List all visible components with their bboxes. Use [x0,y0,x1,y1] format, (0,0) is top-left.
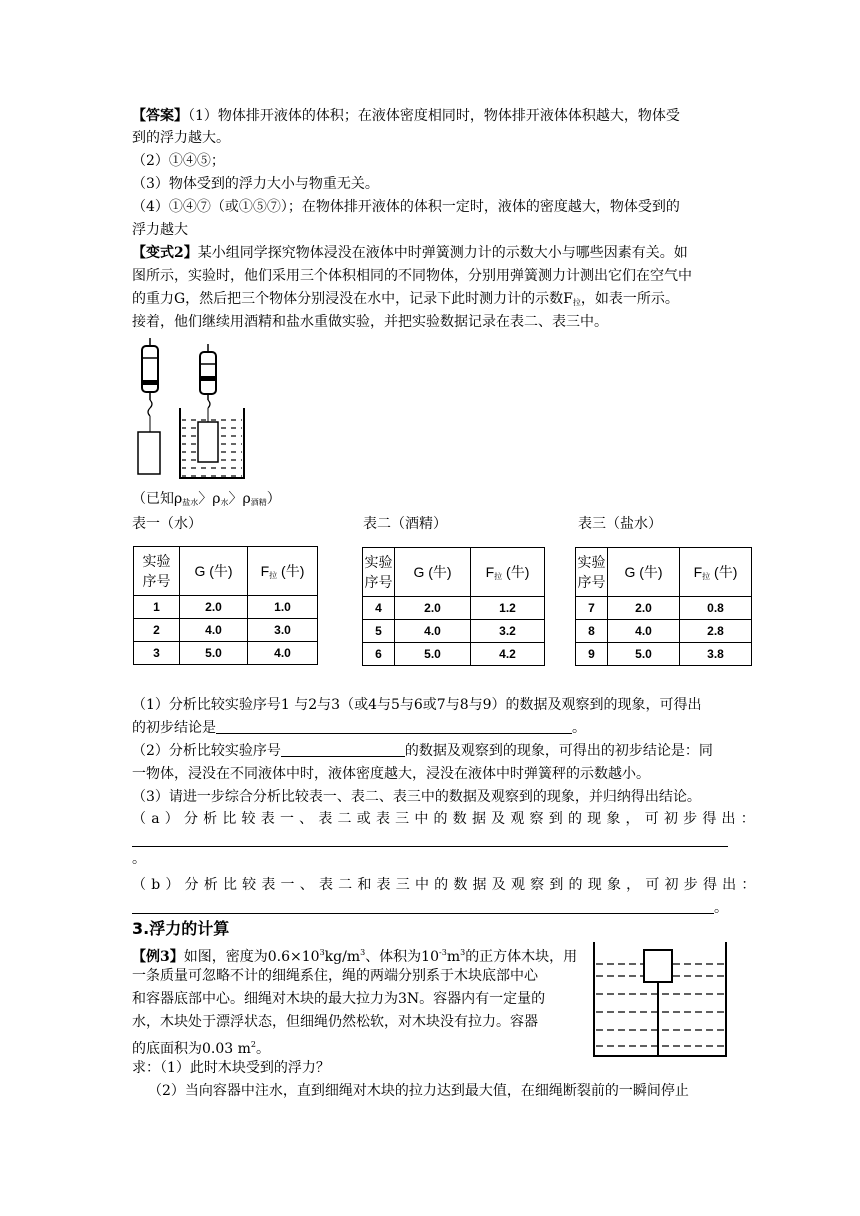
answer-line-6: 浮力越大 [132,222,188,238]
question-3a-end: 。 [132,851,146,867]
answer-line-5: （4）①④⑦（或①⑤⑦）；在物体排开液体的体积一定时，液体的密度越大，物体受到的 [132,199,680,215]
table-header-row [134,547,318,596]
table-1-caption: 表一（水） [132,516,202,532]
question-1-line-2: 的初步结论是 。 [132,720,586,736]
question-3a: （a）分析比较表一、表二或表三中的数据及观察到的现象，可初步得出： [132,811,760,827]
table-row: 2 4.0 3.0 [134,619,318,642]
variant2-tag: 【变式2】 [132,245,198,261]
container-block-figure [590,938,730,1060]
example3-line-3: 和容器底部中心。细绳对木块的最大拉力为3N。容器内有一定量的 [132,991,546,1007]
table-header-row [363,548,545,597]
section-3-title: 3.浮力的计算 [132,919,230,938]
table-row: 8 4.0 2.8 [576,620,752,643]
question-1-line-1: （1）分析比较实验序号1 与2与3（或4与5与6或7与8与9）的数据及观察到的现象，可得出 [132,697,702,713]
table-row: 5 4.0 3.2 [363,620,545,643]
table-saltwater [575,547,752,666]
example3-line-5: 的底面积为0.03 $m^2$。 [132,1040,270,1057]
table-row: 3 5.0 4.0 [134,642,318,665]
answer-line-4: （3）物体受到的浮力大小与物重无关。 [132,176,379,192]
example3-question-1: 求：（1）此时木块受到的浮力？ [132,1060,330,1076]
example3-tag: 【例3】 [132,949,184,965]
question-3b-answer-line: 。 [132,897,728,919]
wooden-block [644,950,672,982]
table-water [133,546,318,665]
table-row: 4 2.0 1.2 [363,597,545,620]
question-3: （3）请进一步综合分析比较表一、表二、表三中的数据及观察到的现象，并归纳得出结论。 [132,789,701,805]
answer-blank-1[interactable] [216,719,572,734]
table-row: 7 2.0 0.8 [576,597,752,620]
table-row: 6 5.0 4.2 [363,643,545,666]
answer-line-1: 【答案】（1）物体排开液体的体积；在液体密度相同时，物体排开液体体积越大，物体受 [132,108,680,124]
variant2-line-2: 图所示，实验时，他们采用三个体积相同的不同物体，分别用弹簧测力计测出它们在空气中 [132,268,692,284]
header-weight: G (牛) [180,547,248,596]
example3-line-2: 一条质量可忽略不计的细绳系住，绳的两端分别系于木块底部中心 [132,968,538,984]
answer-line-2: 到的浮力越大。 [132,130,230,146]
header-tension: $F_拉$ (牛) [248,547,318,596]
table-3-caption: 表三（盐水） [578,516,662,532]
header-experiment-no: 实验 序号 [134,547,180,596]
variant2-line-1: 【变式2】某小组同学探究物体浸没在液体中时弹簧测力计的示数大小与哪些因素有关。如 [132,245,688,261]
answer-tag: 【答案】 [132,108,188,124]
header-weight: G (牛) [608,548,680,597]
question-3b: （b）分析比较表一、表二和表三中的数据及观察到的现象，可初步得出： [132,877,761,893]
table-row: 1 2.0 1.0 [134,596,318,619]
spring-scale-in-liquid [180,344,244,478]
density-note: （已知$\rho_{盐水}$〉$\rho_水$〉$\rho_{酒精}$） [132,491,281,507]
header-experiment-no: 实验 序号 [576,548,608,597]
header-experiment-no: 实验 序号 [363,548,395,597]
question-2-line-2: 一物体，浸没在不同液体中时，液体密度越大，浸没在液体中时弹簧秤的示数越小。 [132,766,650,782]
example3-line-1: 【例3】如图，密度为$0.6\times 10^3kg/m^3$、体积为$10^{-3}m^3$的正方体木块，用 [132,948,578,965]
table-alcohol [362,547,545,666]
table-header-row [576,548,752,597]
header-tension: $F_拉$ (牛) [471,548,545,597]
example3-line-4: 水，木块处于漂浮状态，但细绳仍然松软，对木块没有拉力。容器 [132,1014,538,1030]
answer-blank-3a[interactable] [132,832,728,847]
variant2-line-4: 接着，他们继续用酒精和盐水重做实验，并把实验数据记录在表二、表三中。 [132,314,608,330]
question-2-line-1: （2）分析比较实验序号 的数据及观察到的现象，可得出的初步结论是：同 [132,743,713,759]
answer-line-3: （2）①④⑤； [132,153,225,169]
table-row: 9 5.0 3.8 [576,643,752,666]
answer-blank-3b[interactable] [132,899,714,914]
header-tension: $F_拉$ (牛) [680,548,752,597]
header-weight: G (牛) [395,548,471,597]
spring-scale-figure [130,336,250,484]
answer-blank-2[interactable] [281,742,405,757]
variant2-line-3: 的重力G，然后把三个物体分别浸没在水中，记录下此时测力计的示数$F_拉$，如表一所示。 [132,291,679,307]
table-2-caption: 表二（酒精） [363,516,447,532]
spring-scale-in-air [138,338,160,474]
example3-question-2: （2）当向容器中注水，直到细绳对木块的拉力达到最大值，在细绳断裂前的一瞬间停止 [148,1083,689,1099]
